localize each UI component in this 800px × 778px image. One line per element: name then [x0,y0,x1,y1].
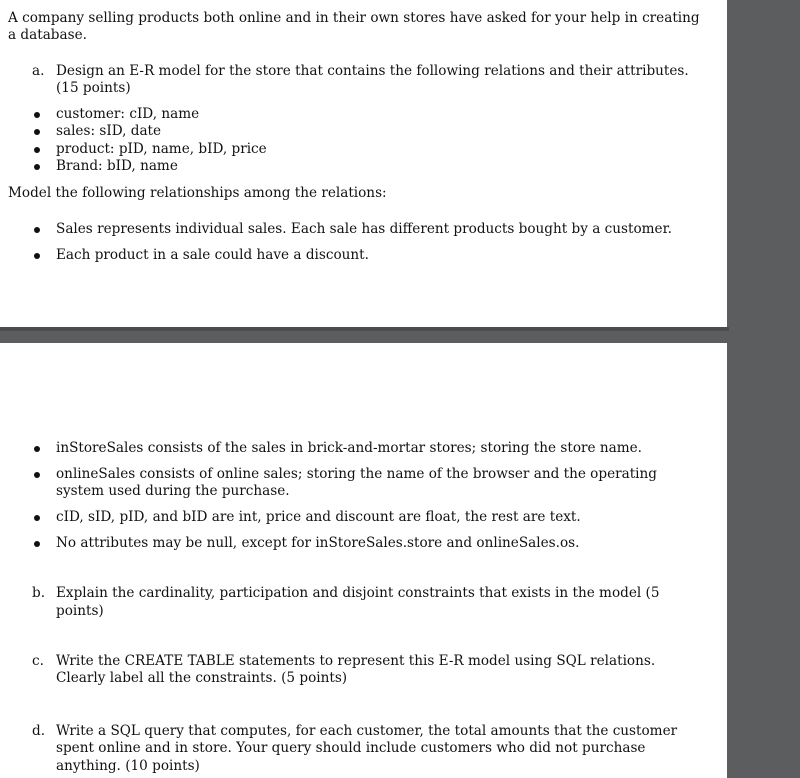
item-d-line-1: Write a SQL query that computes, for each customer, the total amounts that the customer [56,723,678,739]
item-a-line-2: (15 points) [56,80,131,96]
intro-line-2: a database. [8,27,87,43]
spec-item: No attributes may be null, except for inStoreSales.store and onlineSales.os. [56,535,580,551]
document-page-1 [0,0,727,327]
spec-item: cID, sID, pID, and bID are int, price and discount are float, the rest are text. [56,509,581,525]
relation-item: customer: cID, name [56,106,200,122]
item-c-line-2: Clearly label all the constraints. (5 points) [56,670,348,686]
bullet-icon [34,253,40,259]
spec-item-continued: system used during the purchase. [56,483,290,499]
bullet-icon [34,227,40,233]
bullet-icon [34,129,40,135]
item-d-line-2: spent online and in store. Your query should include customers who did not purchase [56,740,646,756]
bullet-icon [34,446,40,452]
bullet-icon [34,515,40,521]
bullet-icon [34,472,40,478]
bullet-icon [34,164,40,170]
relation-item: sales: sID, date [56,123,162,139]
document-page-2 [0,343,727,778]
item-b-line-2: points) [56,603,104,619]
intro-line-1: A company selling products both online and in their own stores have asked for your help in creating [8,10,700,26]
spec-item: onlineSales consists of online sales; storing the name of the browser and the operating [56,466,657,482]
item-a-line-1: Design an E-R model for the store that contains the following relations and their attributes. [56,63,689,79]
bullet-icon [34,541,40,547]
item-a-marker: a. [32,63,45,79]
relation-item: product: pID, name, bID, price [56,141,267,157]
page-divider [0,327,729,331]
item-c-marker: c. [32,653,44,669]
model-heading: Model the following relationships among the relations: [8,185,387,201]
relationship-item: Each product in a sale could have a discount. [56,247,369,263]
relation-item: Brand: bID, name [56,158,178,174]
relationship-item: Sales represents individual sales. Each sale has different products bought by a customer. [56,221,672,237]
item-d-line-3: anything. (10 points) [56,758,200,774]
bullet-icon [34,112,40,118]
spec-item: inStoreSales consists of the sales in brick-and-mortar stores; storing the store name. [56,440,642,456]
item-c-line-1: Write the CREATE TABLE statements to represent this E-R model using SQL relations. [56,653,656,669]
item-d-marker: d. [32,723,46,739]
item-b-line-1: Explain the cardinality, participation and disjoint constraints that exists in the model (5 [56,585,660,601]
item-b-marker: b. [32,585,46,601]
bullet-icon [34,147,40,153]
